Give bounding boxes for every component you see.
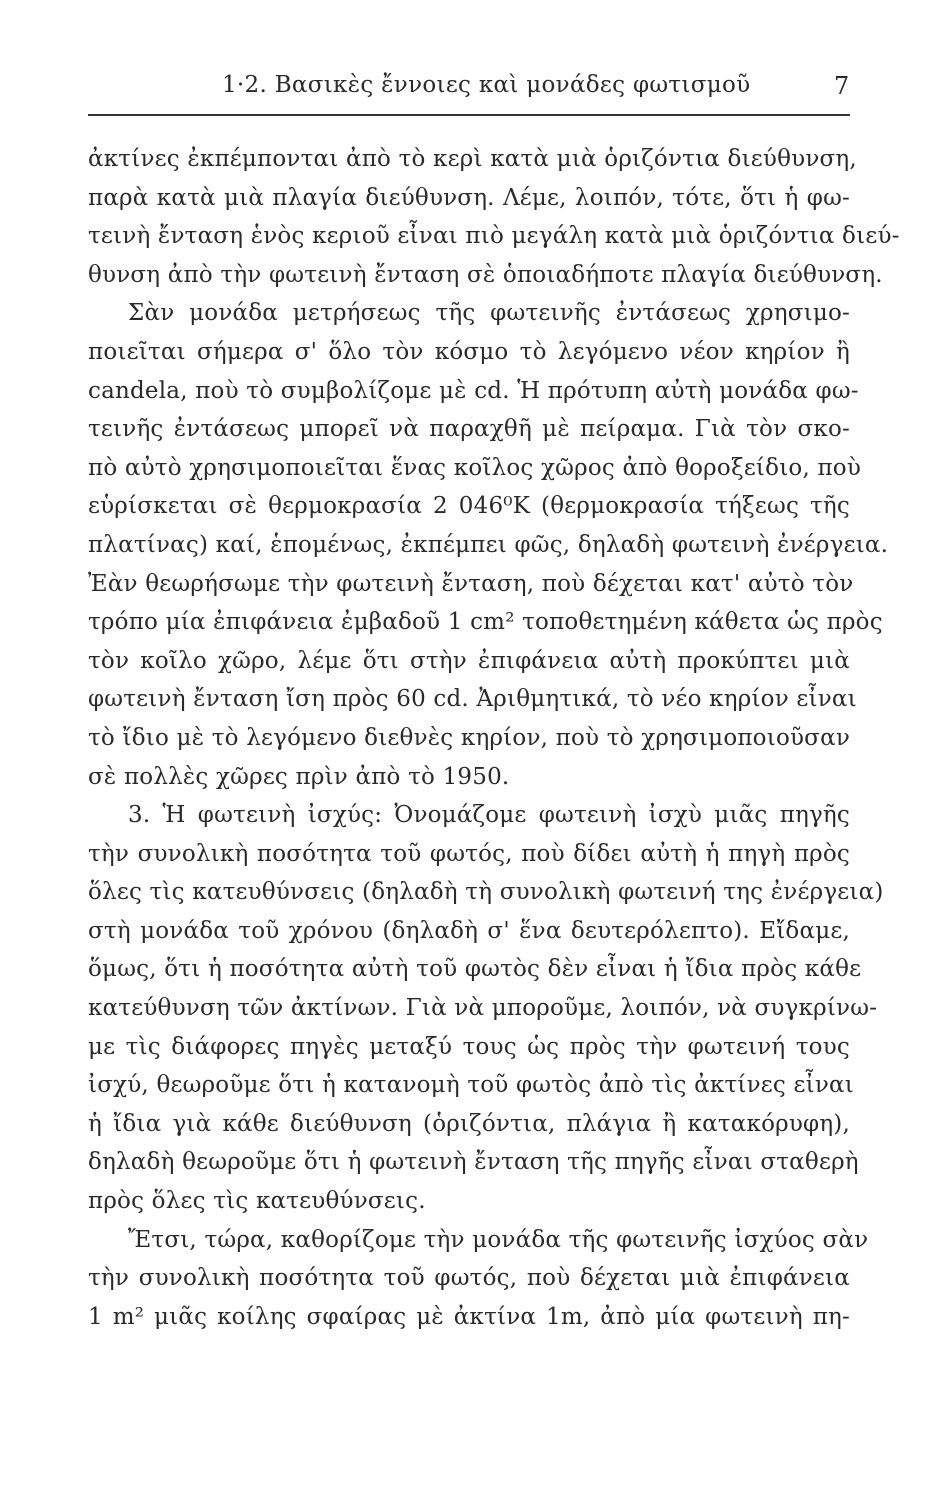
text-line: θυνση ἀπὸ τὴν φωτεινὴ ἔνταση σὲ ὁποιαδήποτε πλαγία διεύθυνση. bbox=[88, 261, 883, 288]
header-rule bbox=[88, 114, 850, 116]
text-line: πὸ αὐτὸ χρησιμοποιεῖται ἕνας κοῖλος χῶρος ἀπὸ θοροξείδιο, ποὺ bbox=[88, 454, 862, 481]
text-line: ἀκτίνες ἐκπέμπονται ἀπὸ τὸ κερὶ κατὰ μιὰ ὁριζόντια διεύθυνση, bbox=[88, 146, 857, 172]
text-line: τρόπο μία ἐπιφάνεια ἐμβαδοῦ 1 cm² τοποθετημένη κάθετα ὡς πρὸς bbox=[88, 609, 883, 636]
text-line: τὸ ἴδιο μὲ τὸ λεγόμενο διεθνὲς κηρίον, ποὺ τὸ χρησιμοποιοῦσαν bbox=[88, 724, 850, 751]
text-line: στὴ μονάδα τοῦ χρόνου (δηλαδὴ σ' ἕνα δευτερόλεπτο). Εἴδαμε, bbox=[88, 917, 850, 944]
text-line: πλατίνας) καί, ἑπομένως, ἐκπέμπει φῶς, δηλαδὴ φωτεινὴ ἐνέργεια. bbox=[88, 531, 889, 558]
text-line: 1 m² μιᾶς κοίλης σφαίρας μὲ ἀκτίνα 1m, ἀπὸ μία φωτεινὴ πη- bbox=[88, 1303, 850, 1330]
text-line: με τὶς διάφορες πηγὲς μεταξύ τους ὡς πρὸς τὴν φωτεινή τους bbox=[88, 1033, 850, 1060]
text-line: παρὰ κατὰ μιὰ πλαγία διεύθυνση. Λέμε, λοιπόν, τότε, ὅτι ἡ φω- bbox=[88, 184, 850, 211]
text-line: σὲ πολλὲς χῶρες πρὶν ἀπὸ τὸ 1950. bbox=[88, 763, 510, 790]
text-line: ποιεῖται σήμερα σ' ὅλο τὸν κόσμο τὸ λεγόμενο νέον κηρίον ἢ bbox=[88, 338, 850, 365]
body-text bbox=[88, 140, 900, 1336]
text-line: candela, ποὺ τὸ συμβολίζομε μὲ cd. Ἡ πρότυπη αὐτὴ μονάδα φω- bbox=[88, 377, 859, 404]
text-line: εὑρίσκεται σὲ θερμοκρασία 2 046⁰K (θερμοκρασία τήξεως τῆς bbox=[88, 493, 850, 520]
running-head: 1·2. Βασικὲς ἔννοιες καὶ μονάδες φωτισμοῦ bbox=[222, 72, 751, 98]
text-line: τὸν κοῖλο χῶρο, λέμε ὅτι στὴν ἐπιφάνεια αὐτὴ προκύπτει μιὰ bbox=[88, 647, 850, 674]
text-line: τὴν συνολικὴ ποσότητα τοῦ φωτός, ποὺ δέχεται μιὰ ἐπιφάνεια bbox=[88, 1265, 850, 1292]
text-line: Ἔτσι, τώρα, καθορίζομε τὴν μονάδα τῆς φωτεινῆς ἰσχύος σὰν bbox=[128, 1226, 869, 1253]
text-line: Ἐὰν θεωρήσωμε τὴν φωτεινὴ ἔνταση, ποὺ δέχεται κατ' αὐτὸ τὸν bbox=[88, 570, 854, 597]
text-line: τεινῆς ἐντάσεως μπορεῖ νὰ παραχθῆ μὲ πείραμα. Γιὰ τὸν σκο- bbox=[88, 416, 850, 443]
text-line: κατεύθυνση τῶν ἀκτίνων. Γιὰ νὰ μποροῦμε, λοιπόν, νὰ συγκρίνω- bbox=[88, 995, 878, 1022]
text-line: ἡ ἴδια γιὰ κάθε διεύθυνση (ὁριζόντια, πλάγια ἢ κατακόρυφη), bbox=[88, 1110, 850, 1137]
text-line: τεινὴ ἔνταση ἑνὸς κεριοῦ εἶναι πιὸ μεγάλη κατὰ μιὰ ὁριζόντια διεύ- bbox=[88, 223, 900, 250]
text-line: ἰσχύ, θεωροῦμε ὅτι ἡ κατανομὴ τοῦ φωτὸς ἀπὸ τὶς ἀκτίνες εἶναι bbox=[88, 1072, 854, 1099]
text-line: ὅμως, ὅτι ἡ ποσότητα αὐτὴ τοῦ φωτὸς δὲν εἶναι ἡ ἴδια πρὸς κάθε bbox=[88, 956, 862, 983]
text-line: 3. Ἡ φωτεινὴ ἰσχύς: Ὀνομάζομε φωτεινὴ ἰσχὺ μιᾶς πηγῆς bbox=[128, 802, 850, 829]
text-line: φωτεινὴ ἔνταση ἴση πρὸς 60 cd. Ἀριθμητικά, τὸ νέο κηρίον εἶναι bbox=[88, 686, 857, 713]
text-line: δηλαδὴ θεωροῦμε ὅτι ἡ φωτεινὴ ἔνταση τῆς πηγῆς εἶναι σταθερὴ bbox=[88, 1149, 859, 1176]
text-line: ὅλες τὶς κατευθύνσεις (δηλαδὴ τὴ συνολικὴ φωτεινή της ἐνέργεια) bbox=[88, 879, 884, 906]
text-line: τὴν συνολικὴ ποσότητα τοῦ φωτός, ποὺ δίδει αὐτὴ ἡ πηγὴ πρὸς bbox=[88, 840, 850, 867]
page-number: 7 bbox=[834, 72, 850, 100]
text-line: πρὸς ὅλες τὶς κατευθύνσεις. bbox=[88, 1188, 426, 1215]
text-line: Σὰν μονάδα μετρήσεως τῆς φωτεινῆς ἐντάσεως χρησιμο- bbox=[128, 300, 850, 327]
